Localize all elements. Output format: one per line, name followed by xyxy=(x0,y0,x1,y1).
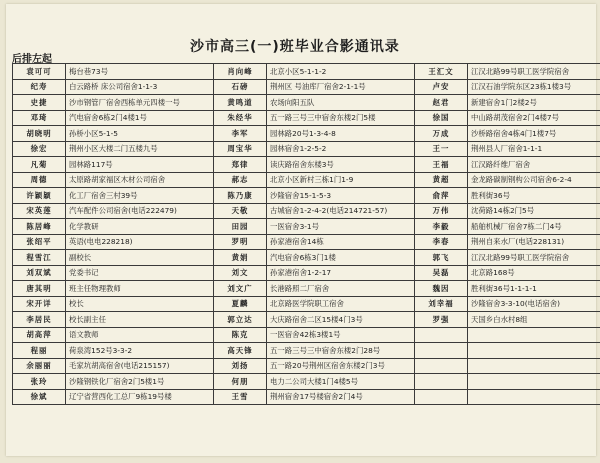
classmate-name: 张玲 xyxy=(13,374,66,390)
classmate-name: 陈乃康 xyxy=(214,188,267,204)
classmate-name: 黄超 xyxy=(415,172,468,188)
classmate-name: 黄娟 xyxy=(214,250,267,266)
classmate-name: 俞萍 xyxy=(415,188,468,204)
table-row xyxy=(13,64,600,80)
table-row xyxy=(13,389,600,405)
classmate-name: 吴磊 xyxy=(415,265,468,281)
classmate-address: 校长副主任 xyxy=(66,312,214,328)
classmate-name: 刘双斌 xyxy=(13,265,66,281)
classmate-name: 刘文 xyxy=(214,265,267,281)
classmate-name: 黄鸣道 xyxy=(214,95,267,111)
classmate-name: 罗明 xyxy=(214,234,267,250)
classmate-address: 江汉路纤维厂宿舍 xyxy=(468,157,600,173)
classmate-address xyxy=(468,358,600,374)
classmate-name: 凡菊 xyxy=(13,157,66,173)
classmate-address: 沙市钢管厂宿舍西栋单元四楼一号 xyxy=(66,95,214,111)
classmate-address: 北京小区新村三栋1门1-9 xyxy=(267,172,415,188)
classmate-address: 五一路20号荆州区宿舍东楼2门3号 xyxy=(267,358,415,374)
classmate-name xyxy=(415,327,468,343)
classmate-address: 长港路照二厂宿舍 xyxy=(267,281,415,297)
classmate-address: 孙家港宿舍1-2-17 xyxy=(267,265,415,281)
classmate-name: 肖向峰 xyxy=(214,64,267,80)
classmate-name: 郝志 xyxy=(214,172,267,188)
classmate-address: 五一路三号三中宿舍东楼2门28号 xyxy=(267,343,415,359)
classmate-address xyxy=(468,389,600,405)
table-row xyxy=(13,110,600,126)
classmate-address: 汽电宿舍6栋3门1楼 xyxy=(267,250,415,266)
classmate-address: 农场向阳五队 xyxy=(267,95,415,111)
classmate-name: 王雪 xyxy=(214,389,267,405)
classmate-address: 园林路20号1-3-4-8 xyxy=(267,126,415,142)
classmate-name: 宋英莲 xyxy=(13,203,66,219)
classmate-address: 胜利街36号1-1-1-1 xyxy=(468,281,600,297)
classmate-address: 大庆路宿舍二区15楼4门3号 xyxy=(267,312,415,328)
classmate-address: 江汉北路99号职工医学院宿舍 xyxy=(468,64,600,80)
classmate-address: 园林路117号 xyxy=(66,157,214,173)
classmate-name: 程雪江 xyxy=(13,250,66,266)
classmate-name: 刘文广 xyxy=(214,281,267,297)
classmate-name: 程丽 xyxy=(13,343,66,359)
classmate-name: 罗强 xyxy=(415,312,468,328)
classmate-address: 园林宿舍1-2-5-2 xyxy=(267,141,415,157)
classmate-name: 唐其明 xyxy=(13,281,66,297)
classmate-name: 刘扬 xyxy=(214,358,267,374)
classmate-name: 田园 xyxy=(214,219,267,235)
classmate-name: 周宝华 xyxy=(214,141,267,157)
classmate-address: 英语(电电228218) xyxy=(66,234,214,250)
classmate-name: 张绍平 xyxy=(13,234,66,250)
classmate-address: 沙隆钢铁化厂宿舍2门5楼1号 xyxy=(66,374,214,390)
classmate-address: 沈荷路14栋2门5号 xyxy=(468,203,600,219)
classmate-name: 高天锋 xyxy=(214,343,267,359)
classmate-address: 沙隆宿舍15-1-5-3 xyxy=(267,188,415,204)
classmate-name: 天敬 xyxy=(214,203,267,219)
classmate-name xyxy=(415,389,468,405)
classmate-name: 袁可可 xyxy=(13,64,66,80)
classmate-address: 白云路桥 床公司宿舍1-1-3 xyxy=(66,79,214,95)
table-row xyxy=(13,358,600,374)
classmate-address: 梅台巷73号 xyxy=(66,64,214,80)
classmate-name xyxy=(415,343,468,359)
classmate-address: 古城宿舍1-2-4-2(电话214721-57) xyxy=(267,203,415,219)
classmate-address: 一医宿舍3-1号 xyxy=(267,219,415,235)
classmate-address: 沙隆宿舍3-3-10(电话宿舍) xyxy=(468,296,600,312)
classmate-address: 荆州县人厂宿舍1-1-1 xyxy=(468,141,600,157)
table-row xyxy=(13,374,600,390)
classmate-name: 万成 xyxy=(415,126,468,142)
classmate-address: 汽车配件公司宿舍(电话222479) xyxy=(66,203,214,219)
classmate-address: 北京路168号 xyxy=(468,265,600,281)
classmate-address: 荆州区 号油库厂宿舍2-1-1号 xyxy=(267,79,415,95)
classmate-address: 北京小区5-1-1-2 xyxy=(267,64,415,80)
classmate-address: 一医宿舍42栋3楼1号 xyxy=(267,327,415,343)
classmate-name: 徐斌 xyxy=(13,389,66,405)
classmate-name: 徐国 xyxy=(415,110,468,126)
classmate-name: 李居民 xyxy=(13,312,66,328)
table-row xyxy=(13,141,600,157)
address-table xyxy=(12,63,600,405)
classmate-address: 化工厂宿舍三村39号 xyxy=(66,188,214,204)
table-row xyxy=(13,126,600,142)
classmate-name: 刘幸福 xyxy=(415,296,468,312)
table-row xyxy=(13,157,600,173)
classmate-address: 辽宁省营西化工总厂9栋19号楼 xyxy=(66,389,214,405)
classmate-address xyxy=(468,343,600,359)
classmate-address: 党委书记 xyxy=(66,265,214,281)
classmate-name: 余丽丽 xyxy=(13,358,66,374)
classmate-address: 船舶机械厂宿舍7栋二门4号 xyxy=(468,219,600,235)
classmate-name: 纪寿 xyxy=(13,79,66,95)
classmate-address: 语文教师 xyxy=(66,327,214,343)
classmate-name: 李毅 xyxy=(415,219,468,235)
classmate-address: 胜利街36号 xyxy=(468,188,600,204)
classmate-name: 卢安 xyxy=(415,79,468,95)
table-row xyxy=(13,95,600,111)
table-row xyxy=(13,219,600,235)
classmate-name: 史捷 xyxy=(13,95,66,111)
classmate-name: 郭立达 xyxy=(214,312,267,328)
classmate-name: 郭飞 xyxy=(415,250,468,266)
classmate-address: 荆州自来水厂(电话228131) xyxy=(468,234,600,250)
classmate-name: 宋开详 xyxy=(13,296,66,312)
table-row xyxy=(13,327,600,343)
table-row xyxy=(13,188,600,204)
table-row xyxy=(13,343,600,359)
classmate-address: 沙桥路宿舍4栋4门1楼7号 xyxy=(468,126,600,142)
classmate-address: 电力二公司大楼1门4楼5号 xyxy=(267,374,415,390)
classmate-address: 校长 xyxy=(66,296,214,312)
classmate-name: 王一 xyxy=(415,141,468,157)
classmate-address: 荷泉湾152号3-3-2 xyxy=(66,343,214,359)
table-row xyxy=(13,281,600,297)
classmate-address: 荆州宿舍17号楼宿舍2门4号 xyxy=(267,389,415,405)
classmate-address: 荆州小区大楼二门五楼九号 xyxy=(66,141,214,157)
classmate-name: 李军 xyxy=(214,126,267,142)
classmate-name: 王福 xyxy=(415,157,468,173)
classmate-name: 陈克 xyxy=(214,327,267,343)
classmate-name: 许颖颖 xyxy=(13,188,66,204)
classmate-name: 朱经华 xyxy=(214,110,267,126)
classmate-name: 郑律 xyxy=(214,157,267,173)
classmate-name: 夏麟 xyxy=(214,296,267,312)
row-order-label: 后排左起 xyxy=(12,54,52,65)
classmate-address: 化学教研 xyxy=(66,219,214,235)
classmate-name xyxy=(415,358,468,374)
classmate-address: 天国乡白水村8组 xyxy=(468,312,600,328)
table-row xyxy=(13,172,600,188)
table-row xyxy=(13,265,600,281)
classmate-name: 胡晓明 xyxy=(13,126,66,142)
table-row xyxy=(13,79,600,95)
classmate-address xyxy=(468,327,600,343)
classmate-address: 读庆路宿舍东楼3号 xyxy=(267,157,415,173)
classmate-name: 王汇文 xyxy=(415,64,468,80)
classmate-address: 孙家港宿舍14栋 xyxy=(267,234,415,250)
classmate-address: 江汉北路99号职工医学院宿舍 xyxy=(468,250,600,266)
classmate-address: 金龙路碳制钢构公司宿舍6-2-4 xyxy=(468,172,600,188)
classmate-name: 陈居峰 xyxy=(13,219,66,235)
classmate-address: 班主任物理教师 xyxy=(66,281,214,297)
address-table-body xyxy=(13,64,600,405)
classmate-name: 周德 xyxy=(13,172,66,188)
classmate-name: 赵君 xyxy=(415,95,468,111)
classmate-name: 万伟 xyxy=(415,203,468,219)
table-row xyxy=(13,250,600,266)
classmate-address: 汽电宿舍6栋2门4楼1号 xyxy=(66,110,214,126)
table-row xyxy=(13,234,600,250)
classmate-name: 魏因 xyxy=(415,281,468,297)
table-row xyxy=(13,312,600,328)
classmate-address xyxy=(468,374,600,390)
classmate-name: 邓琦 xyxy=(13,110,66,126)
table-row xyxy=(13,296,600,312)
classmate-address: 北京路医学院职工宿舍 xyxy=(267,296,415,312)
classmate-address: 江汉石油学院东区23栋1楼3号 xyxy=(468,79,600,95)
classmate-address: 孙桥小区5-1-5 xyxy=(66,126,214,142)
classmate-address: 太原路胡家福区木材公司宿舍 xyxy=(66,172,214,188)
classmate-name: 胡高萍 xyxy=(13,327,66,343)
classmate-name: 石磅 xyxy=(214,79,267,95)
table-row xyxy=(13,203,600,219)
classmate-name: 徐宏 xyxy=(13,141,66,157)
classmate-address: 新建宿舍1门2楼2号 xyxy=(468,95,600,111)
classmate-address: 中山路胡茂宿舍2门4楼7号 xyxy=(468,110,600,126)
document-title: 沙市高三(一)班毕业合影通讯录 xyxy=(190,39,400,55)
classmate-address: 副校长 xyxy=(66,250,214,266)
classmate-name: 何朋 xyxy=(214,374,267,390)
classmate-address: 五一路三号三中宿舍东楼2门5楼 xyxy=(267,110,415,126)
classmate-address: 毛家坑胡高宿舍(电话215157) xyxy=(66,358,214,374)
classmate-name xyxy=(415,374,468,390)
classmate-name: 李春 xyxy=(415,234,468,250)
